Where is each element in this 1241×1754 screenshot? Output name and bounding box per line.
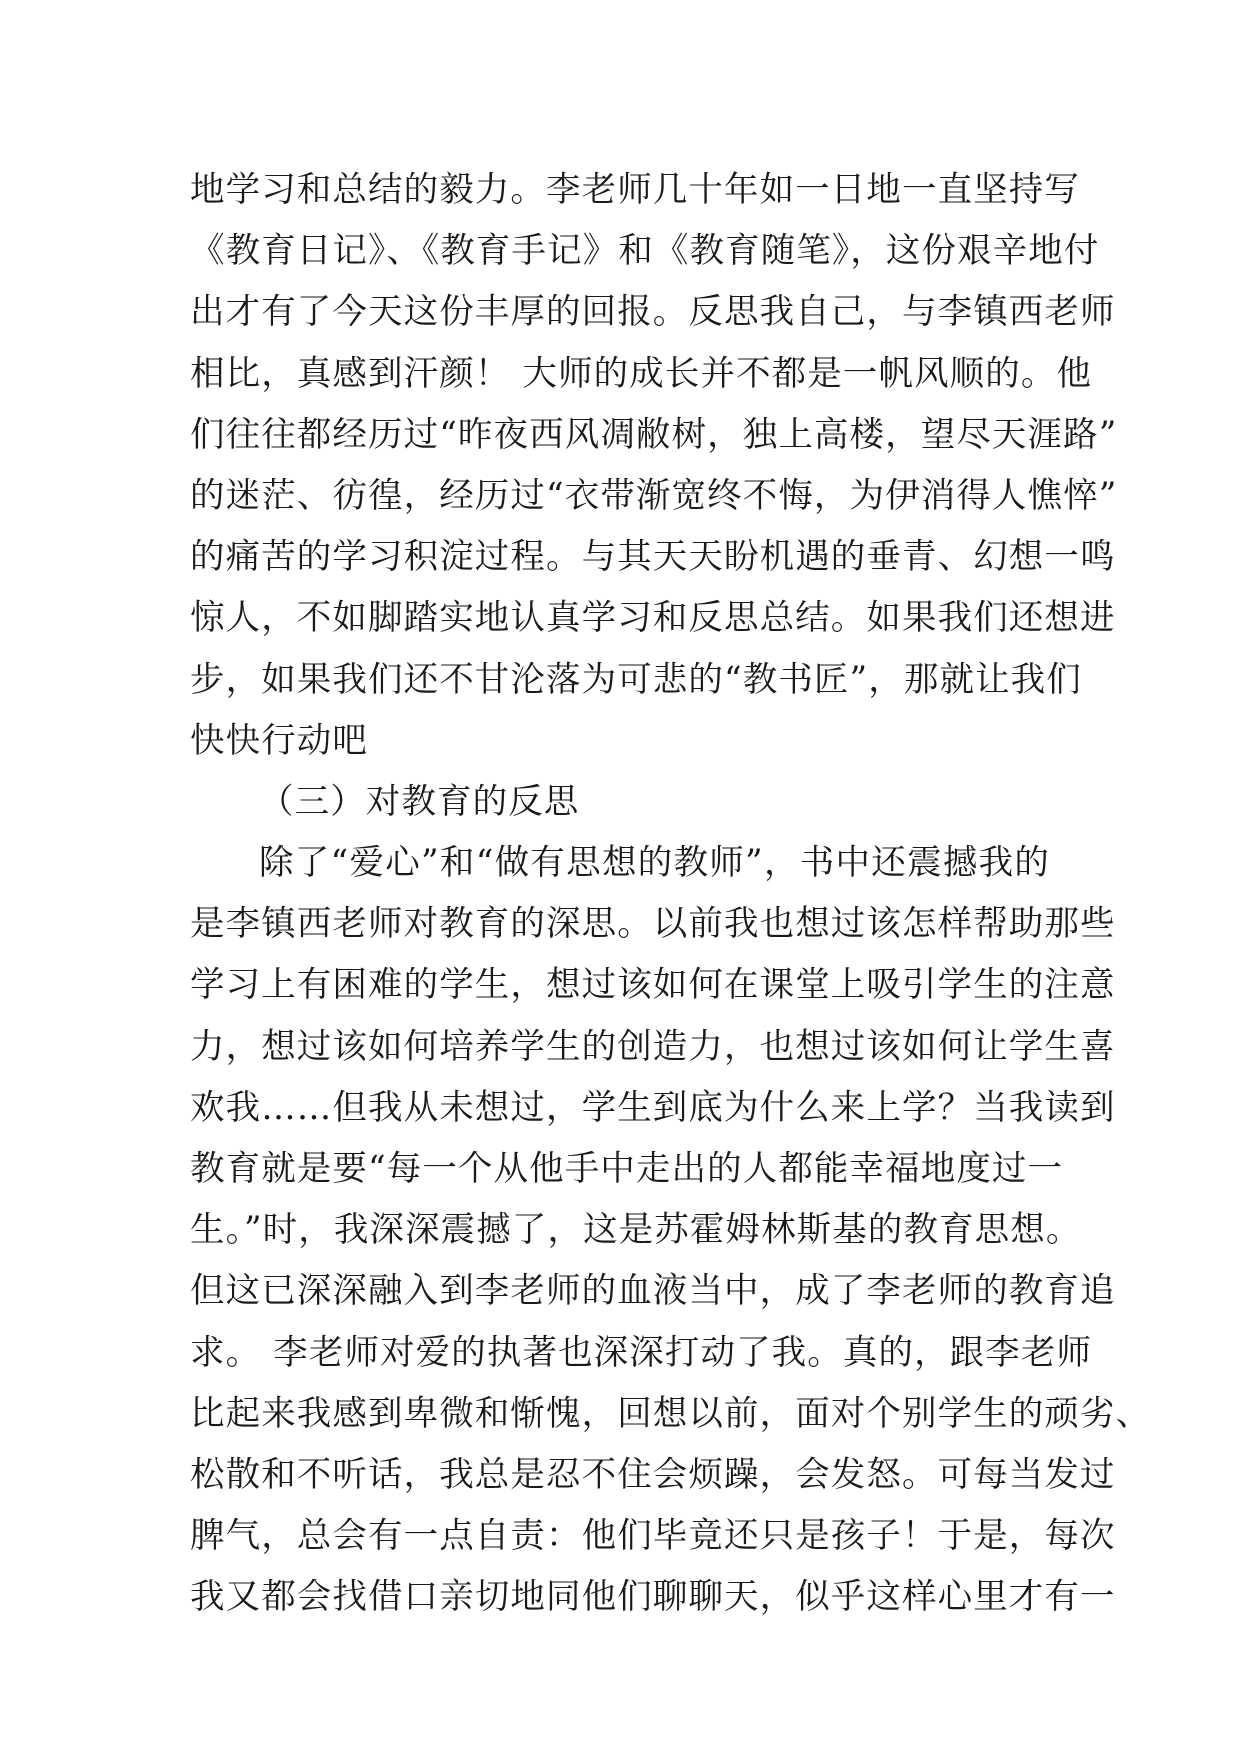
text-line: 力，想过该如何培养学生的创造力，也想过该如何让学生喜 xyxy=(190,1026,1116,1067)
text-line: 生。”时，我深深震撼了，这是苏霍姆林斯基的教育思想。 xyxy=(190,1210,1082,1251)
text-line: 我又都会找借口亲切地同他们聊聊天，似乎这样心里才有一 xyxy=(190,1577,1116,1618)
text-line: 的痛苦的学习积淀过程。与其天天盼机遇的垂青、幻想一鸣 xyxy=(190,537,1116,578)
text-line: 除了“爱心”和“做有思想的教师”，书中还震撼我的 xyxy=(259,843,1050,884)
text-line: 《教育日记》、《教育手记》和《教育随笔》，这份艰辛地付 xyxy=(190,231,1100,272)
text-line: 出才有了今天这份丰厚的回报。反思我自己，与李镇西老师 xyxy=(190,292,1116,333)
body-text xyxy=(190,160,1152,1629)
text-line: 相比，真感到汗颜！ 大师的成长并不都是一帆风顺的。他 xyxy=(190,353,1093,394)
text-line: 比起来我感到卑微和惭愧，回想以前，面对个别学生的顽劣、 xyxy=(190,1393,1152,1434)
text-line: 步，如果我们还不甘沦落为可悲的“教书匠”，那就让我们 xyxy=(190,659,1082,700)
text-line: 是李镇西老师对教育的深思。以前我也想过该怎样帮助那些 xyxy=(190,904,1116,945)
text-line: 求。 李老师对爱的执著也深深打动了我。真的，跟李老师 xyxy=(190,1332,1093,1373)
text-line: 们往往都经历过“昨夜西风凋敝树，独上高楼，望尽天涯路” xyxy=(190,414,1118,455)
text-line: 脾气，总会有一点自责：他们毕竟还只是孩子！于是，每次 xyxy=(190,1516,1116,1557)
text-line: 松散和不听话，我总是忍不住会烦躁，会发怒。可每当发过 xyxy=(190,1454,1116,1495)
text-line: 的迷茫、彷徨，经历过“衣带渐宽终不悔，为伊消得人憔悴” xyxy=(190,475,1118,516)
text-line: 惊人，不如脚踏实地认真学习和反思总结。如果我们还想进 xyxy=(190,598,1116,639)
text-line: 学习上有困难的学生，想过该如何在课堂上吸引学生的注意 xyxy=(190,965,1116,1006)
text-line: 地学习和总结的毅力。李老师几十年如一日地一直坚持写 xyxy=(190,170,1080,210)
text-line: 教育就是要“每一个从他手中走出的人都能幸福地度过一 xyxy=(190,1149,1064,1189)
text-line: 欢我……但我从未想过，学生到底为什么来上学？当我读到 xyxy=(190,1087,1116,1128)
text-line: 但这已深深融入到李老师的血液当中，成了李老师的教育追 xyxy=(190,1271,1116,1312)
text-line: 快快行动吧 xyxy=(190,720,368,761)
section-heading: （三）对教育的反思 xyxy=(259,781,580,822)
